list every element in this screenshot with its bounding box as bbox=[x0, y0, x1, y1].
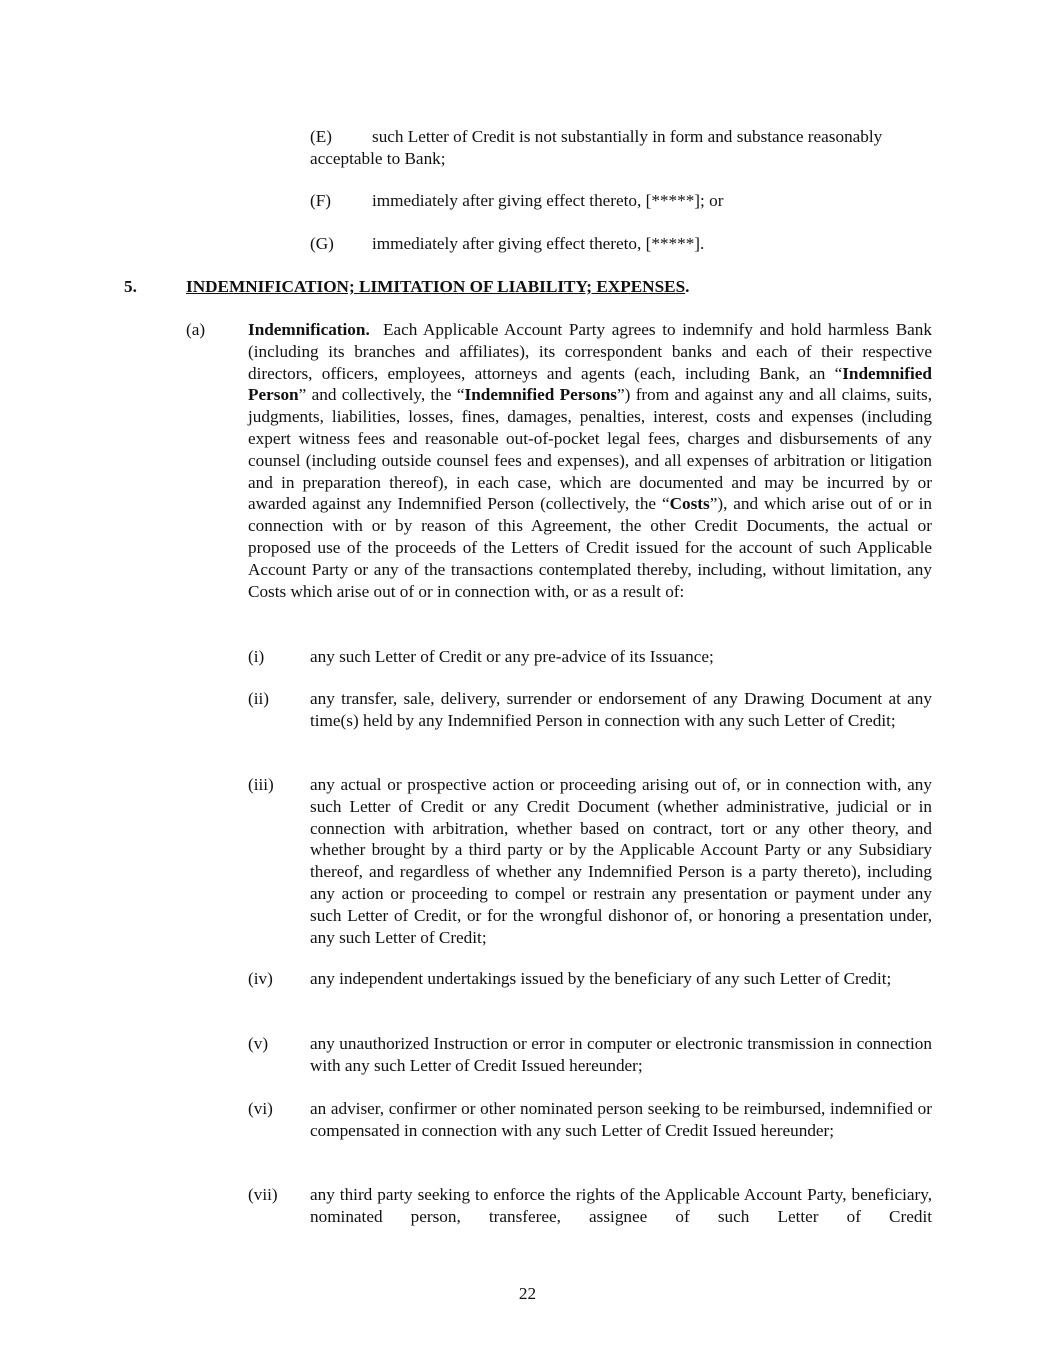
item-text: any unauthorized Instruction or error in computer or electronic transmission in connection with any such Letter of Credit Issued hereunder; bbox=[310, 1034, 932, 1075]
defined-term: Indemnified Person bbox=[248, 363, 932, 405]
item-label: (G) bbox=[310, 234, 334, 253]
item-label: (vii) bbox=[248, 1185, 278, 1204]
item-label: (E) bbox=[310, 127, 332, 146]
paragraph-text: ” and collectively, the “ bbox=[298, 385, 465, 405]
item-label: (ii) bbox=[248, 689, 269, 708]
paragraph-text: ”), and which arise out of or in connection with or by reason of this Agreement, the other Credit Documents, the actual or proposed use of the proceeds of the Letters of Credit issued for the account of such Applicable Account Party or any of the transactions contemplated thereby, including, without limitation, any Costs which arise out of or in connection with, or as a result of: bbox=[248, 494, 932, 601]
item-label: (vi) bbox=[248, 1099, 273, 1118]
item-text: any such Letter of Credit or any pre-advice of its Issuance; bbox=[310, 647, 714, 666]
section-number: 5. bbox=[124, 277, 137, 296]
item-label: (F) bbox=[310, 191, 332, 210]
section-title-period: . bbox=[685, 277, 690, 296]
item-label: (iii) bbox=[248, 775, 274, 794]
item-text: immediately after giving effect thereto, [*****]; or bbox=[372, 191, 724, 210]
item-text: immediately after giving effect thereto, [*****]. bbox=[372, 234, 705, 253]
defined-term: Indemnified Persons bbox=[464, 385, 617, 405]
item-label: (iv) bbox=[248, 969, 273, 988]
item-text: any transfer, sale, delivery, surrender or endorsement of any Drawing Document at any time(s) held by any Indemnified Person in connection with any such Letter of Credit; bbox=[310, 689, 932, 730]
item-text: an adviser, confirmer or other nominated person seeking to be reimbursed, indemnified or compensated in connection with any such Letter of Credit Issued hereunder; bbox=[310, 1099, 932, 1140]
subsection-heading: Indemnification. bbox=[248, 320, 370, 339]
section-title: INDEMNIFICATION; LIMITATION OF LIABILITY; EXPENSES bbox=[186, 277, 686, 296]
paragraph-text: Each Applicable Account Party agrees to indemnify and hold harmless Bank (including its branches and affiliates), its correspondent banks and each of their respective directors, officers, employees, attorneys and agents (each, including Bank, an “ bbox=[248, 320, 937, 383]
item-label: (i) bbox=[248, 647, 265, 666]
item-text: any third party seeking to enforce the rights of the Applicable Account Party, beneficiary, nominated person, transferee, assignee of such Letter of Credit bbox=[310, 1185, 932, 1226]
paragraph-text: ”) from and against any and all claims, suits, judgments, liabilities, losses, fines, damages, penalties, interest, costs and expenses (including expert witness fees and reasonable out-of-pocket legal fees, charges and disbursements of any counsel (including outside counsel fees and expenses), and all expenses of arbitration or litigation and in preparation thereof), in each case, which are documented and may be incurred by or awarded against any Indemnified Person (collectively, the “ bbox=[248, 385, 932, 514]
page-number: 22 bbox=[518, 1284, 537, 1303]
item-label: (v) bbox=[248, 1034, 269, 1053]
item-text: such Letter of Credit is not substantially in form and substance reasonably acceptable to Bank; bbox=[310, 127, 883, 168]
subsection-label: (a) bbox=[186, 320, 206, 339]
item-text: any actual or prospective action or proceeding arising out of, or in connection with, any such Letter of Credit or any Credit Document (whether administrative, judicial or in connection with arbitration, whether based on contract, tort or any other theory, and whether brought by a third party or by the Applicable Account Party or any Subsidiary thereof, and regardless of whether any Indemnified Person is a party thereto), including any action or proceeding to compel or restrain any presentation or payment under any such Letter of Credit, or for the wrongful dishonor of, or honoring a presentation under, any such Letter of Credit; bbox=[310, 775, 932, 947]
item-text: any independent undertakings issued by the beneficiary of any such Letter of Credit; bbox=[310, 969, 892, 988]
defined-term: Costs bbox=[669, 494, 710, 514]
subsection-paragraph bbox=[248, 319, 937, 602]
